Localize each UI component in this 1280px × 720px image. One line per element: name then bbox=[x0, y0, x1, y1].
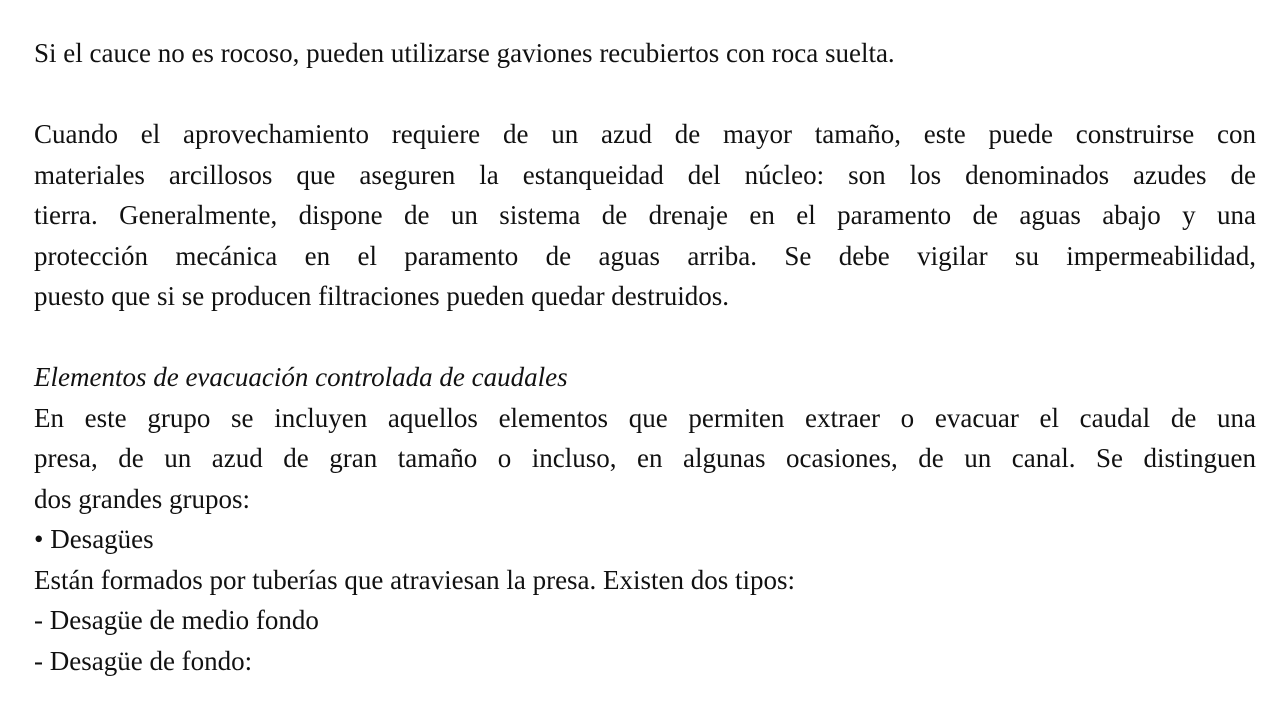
paragraph-spacer bbox=[34, 317, 1256, 358]
paragraph-spacer bbox=[34, 74, 1256, 115]
bullet-item-desagues: • Desagües bbox=[34, 524, 154, 554]
section-heading: Elementos de evacuación controlada de caudales bbox=[34, 362, 568, 392]
paragraph-azudes-line-4: protección mecánica en el paramento de aguas arriba. Se debe vigilar su impermeabilidad, bbox=[34, 240, 1256, 271]
paragraph-grupos-line-3: dos grandes grupos: bbox=[34, 483, 250, 514]
paragraph-tuberias: Están formados por tuberías que atraviesan la presa. Existen dos tipos: bbox=[34, 564, 796, 595]
list-item-medio-fondo: - Desagüe de medio fondo bbox=[34, 605, 319, 635]
paragraph-azudes-line-5: puesto que si se producen filtraciones pueden quedar destruidos. bbox=[34, 281, 730, 311]
paragraph-azudes-line-1: Cuando el aprovechamiento requiere de un azud de mayor tamaño, este puede construirse con bbox=[34, 119, 1256, 149]
paragraph-azudes-line-3: tierra. Generalmente, dispone de un sistema de drenaje en el paramento de aguas abajo y una bbox=[34, 200, 1256, 230]
paragraph-gaviones: Si el cauce no es rocoso, pueden utilizarse gaviones recubiertos con roca suelta. bbox=[34, 38, 895, 68]
paragraph-grupos-line-2: presa, de un azud de gran tamaño o incluso, en algunas ocasiones, de un canal. Se distinguen bbox=[34, 443, 1256, 473]
paragraph-grupos-line-1: En este grupo se incluyen aquellos elementos que permiten extraer o evacuar el caudal de una bbox=[34, 402, 1256, 433]
list-item-fondo: - Desagüe de fondo: bbox=[34, 645, 253, 676]
document-body bbox=[34, 33, 1256, 681]
paragraph-azudes-line-2: materiales arcillosos que aseguren la estanqueidad del núcleo: son los denominados azudes de bbox=[34, 159, 1256, 190]
